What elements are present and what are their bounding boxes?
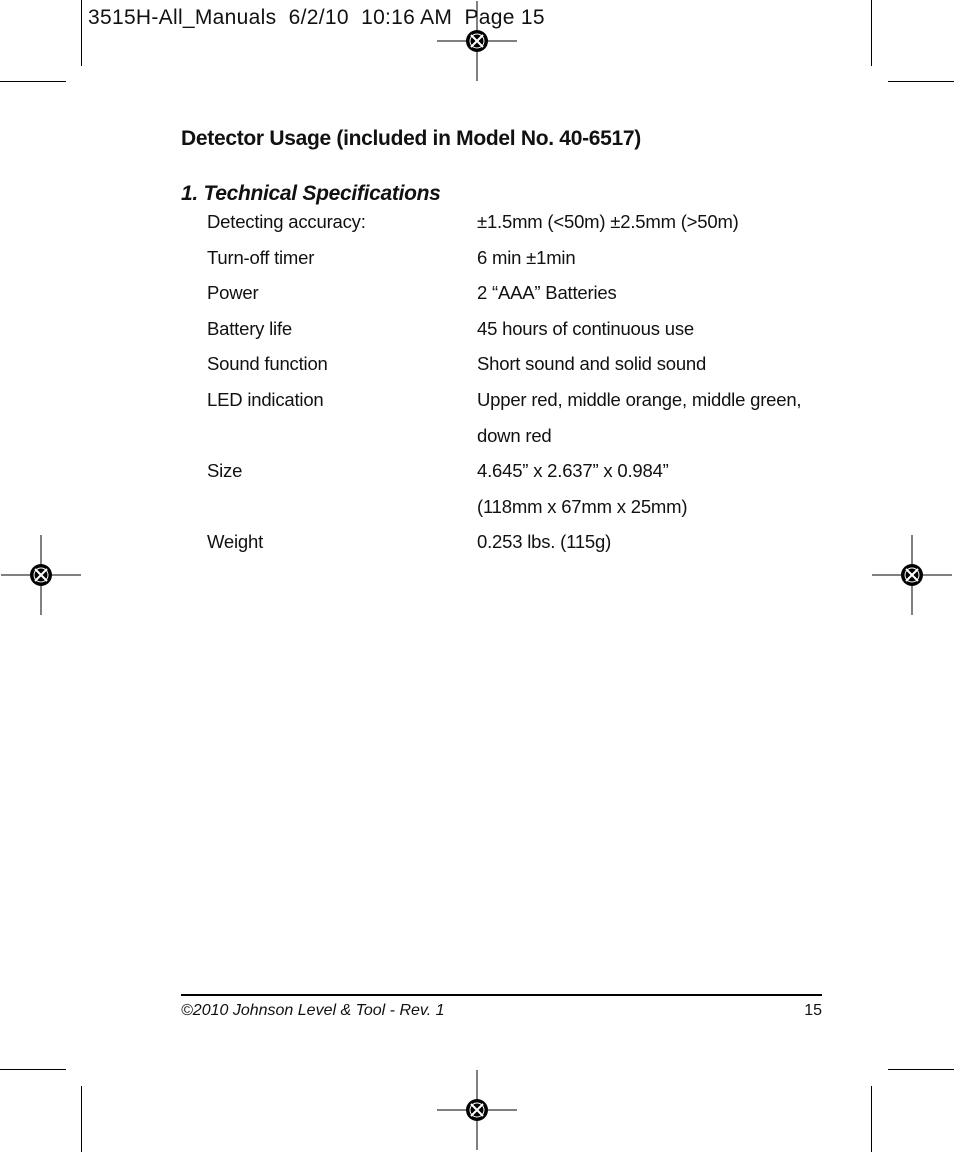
- spec-value-line: Short sound and solid sound: [477, 353, 707, 375]
- crop-mark-bottom-right-horizontal: [888, 1069, 954, 1070]
- spec-value-line: 45 hours of continuous use: [477, 317, 694, 339]
- spec-label: LED indication: [207, 388, 324, 410]
- spec-row-power: [207, 275, 827, 311]
- crop-mark-bottom-right-vertical: [871, 1086, 872, 1152]
- spec-table: [207, 204, 827, 560]
- spec-row-sound-function: [207, 346, 827, 382]
- spec-label: Size: [207, 460, 243, 482]
- spec-value-line: Upper red, middle orange, middle green,: [477, 388, 802, 410]
- spec-value-line: (118mm x 67mm x 25mm): [477, 495, 688, 517]
- spec-row-led-indication: [207, 382, 827, 453]
- spec-row-battery-life: [207, 311, 827, 347]
- crop-mark-bottom-left-vertical: [81, 1086, 82, 1152]
- spec-row-weight: [207, 524, 827, 560]
- spec-row-detecting-accuracy: [207, 204, 827, 240]
- spec-value: [477, 204, 827, 240]
- slug-line: 3515H-All_Manuals 6/2/10 10:16 AM Page 15: [88, 6, 545, 29]
- spec-label: Battery life: [207, 317, 292, 339]
- footer-copyright: ©2010 Johnson Level & Tool - Rev. 1: [181, 1002, 445, 1019]
- spec-label: Turn-off timer: [207, 246, 315, 268]
- crop-mark-top-left-vertical: [81, 0, 82, 66]
- spec-value: [477, 311, 827, 347]
- page-number: 15: [804, 1002, 822, 1019]
- spec-value: [477, 275, 827, 311]
- spec-value-line: 2 “AAA” Batteries: [477, 282, 617, 304]
- registration-mark-icon: [872, 535, 952, 615]
- registration-mark-icon: [437, 1, 517, 81]
- crop-mark-top-left-horizontal: [0, 81, 66, 82]
- spec-value-line: 4.645” x 2.637” x 0.984”: [477, 460, 669, 482]
- spec-value: [477, 346, 827, 382]
- spec-label: Weight: [207, 531, 264, 553]
- spec-value-line: down red: [477, 424, 552, 446]
- spec-value: [477, 382, 827, 453]
- footer-rule: [181, 994, 822, 996]
- page-heading: Detector Usage (included in Model No. 40-6517): [181, 127, 641, 150]
- spec-row-turn-off-timer: [207, 240, 827, 276]
- section-title: 1. Technical Specifications: [181, 182, 441, 205]
- spec-label: Sound function: [207, 353, 328, 375]
- crop-mark-bottom-left-horizontal: [0, 1069, 66, 1070]
- spec-value: [477, 524, 827, 560]
- spec-value: [477, 453, 827, 524]
- crop-mark-top-right-vertical: [871, 0, 872, 66]
- registration-mark-icon: [437, 1070, 517, 1150]
- spec-label: Power: [207, 282, 259, 304]
- spec-value: [477, 240, 827, 276]
- spec-value-line: ±1.5mm (<50m) ±2.5mm (>50m): [477, 211, 739, 232]
- spec-label: Detecting accuracy:: [207, 211, 366, 232]
- spec-value-line: 6 min ±1min: [477, 246, 576, 268]
- spec-row-size: [207, 453, 827, 524]
- crop-mark-top-right-horizontal: [888, 81, 954, 82]
- registration-mark-icon: [1, 535, 81, 615]
- spec-value-line: 0.253 lbs. (115g): [477, 531, 612, 553]
